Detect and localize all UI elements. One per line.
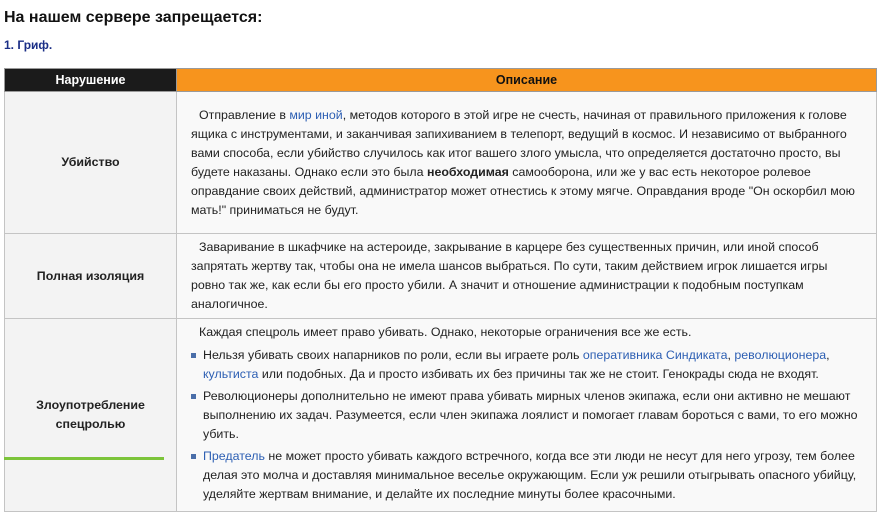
link-revolutionary[interactable]: революционера	[734, 348, 827, 362]
text-fragment: , методов которого в этой игре не счесть, начиная от правильного приложения к голове ящика с инструментами, и заканчивая запихиванием в телепорт, ведущий в космос. И независимо от выбранного вами способа, если убийство случилось как итог вашего злого умысла, что определяется достаточно просто, вы будете наказаны. Однако если это была	[191, 107, 847, 179]
violation-description	[177, 234, 877, 319]
table-row	[5, 319, 877, 512]
header-violation: Нарушение	[5, 69, 177, 92]
link-traitor[interactable]: Предатель	[203, 449, 265, 463]
violation-name: Убийство	[5, 92, 177, 234]
violation-description	[177, 92, 877, 234]
list-item	[191, 387, 864, 444]
description-text	[191, 106, 864, 220]
section-title: 1. Гриф.	[4, 38, 53, 52]
page-heading: На нашем сервере запрещается:	[4, 9, 263, 26]
violation-description	[177, 319, 877, 512]
description-text: Заваривание в шкафчике на астероиде, закрывание в карцере без существенных причин, или иной способ запрятать жертву так, чтобы она не имела шансов выбраться. По сути, таким действием игрок лишается игры ровно так же, как если бы его просто убили. А значит и отношение администрации к подобным поступкам аналогичное.	[191, 240, 828, 311]
link-cultist[interactable]: культиста	[203, 367, 259, 381]
text-fragment: самооборона, или же у вас есть некоторое ролевое оправдание своих действий, администратор может отнестись к этому мягче. Оправдания вроде "Он оскорбил мою мать!" приниматься не будут.	[191, 164, 855, 217]
list-item	[191, 346, 864, 384]
text-fragment: ,	[826, 348, 830, 362]
bullet-icon	[191, 454, 196, 459]
bullet-icon	[191, 394, 196, 399]
text-fragment: или подобных. Да и просто избивать их без причины так же не стоит. Генокрады сюда не входят.	[258, 367, 819, 381]
table-row	[5, 234, 877, 319]
link-other-world[interactable]: мир иной	[289, 107, 343, 122]
rules-table	[4, 68, 877, 512]
description-intro: Каждая спецроль имеет право убивать. Однако, некоторые ограничения все же есть.	[199, 325, 692, 339]
header-description: Описание	[177, 69, 877, 92]
table-row	[5, 92, 877, 234]
bullet-icon	[191, 353, 196, 358]
link-syndicate-operative[interactable]: оперативника Синдиката	[582, 348, 728, 362]
emphasis-text: необходимая	[426, 164, 509, 179]
violation-name: Полная изоляция	[5, 234, 177, 319]
text-fragment: Нельзя убивать своих напарников по роли, если вы играете роль	[203, 348, 583, 362]
text-fragment: Отправление в	[199, 107, 290, 122]
table-header-row	[5, 69, 877, 92]
text-fragment: не может просто убивать каждого встречного, когда все эти люди не несут для него угрозу, тем более делая это молча и доставляя минимальное веселье окружающим. Если уж решили отыгрывать опасного убийцу, уделяйте жертвам внимание, и делайте их последние минуты более красочными.	[203, 449, 857, 501]
text-fragment: ,	[727, 348, 735, 362]
list-item	[191, 447, 864, 504]
text-fragment: Революционеры дополнительно не имеют права убивать мирных членов экипажа, если они активно не мешают выполнению их задач. Разумеется, если член экипажа лоялист и помогает главам бороться с вами, то его можно убить.	[203, 389, 858, 441]
restrictions-list	[191, 346, 864, 504]
violation-name: Злоупотребление спецролью	[5, 319, 177, 512]
